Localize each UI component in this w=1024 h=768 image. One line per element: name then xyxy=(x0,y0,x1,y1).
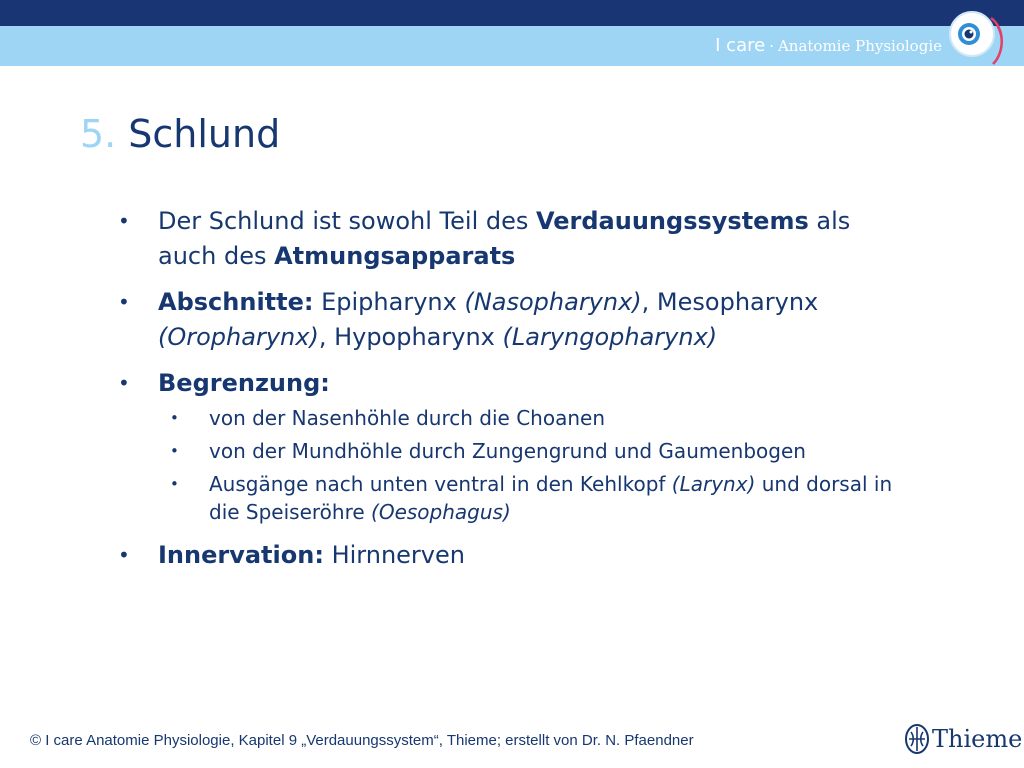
bullet-text: Der Schlund ist sowohl Teil des xyxy=(158,207,536,235)
bullet-text: als auch des xyxy=(158,207,851,270)
brand-title xyxy=(715,35,942,56)
sub-bullet-italic-text: (Oesophagus) xyxy=(371,500,511,524)
brand-prefix: I care xyxy=(715,35,766,56)
sub-bullet-text: von der Mundhöhle durch Zungengrund und Gaumenbogen xyxy=(209,439,806,463)
slide-title-text: Schlund xyxy=(128,112,281,156)
sub-bullet-text: von der Nasenhöhle durch die Choanen xyxy=(209,406,605,430)
bullet-italic-text: (Nasopharynx) xyxy=(464,288,642,316)
brand-separator: · xyxy=(769,37,774,55)
sub-bullet-text: Ausgänge nach unten ventral in den Kehlkopf xyxy=(209,472,672,496)
bullet-bold-text: Abschnitte: xyxy=(158,288,314,316)
bullet-item xyxy=(112,204,912,274)
bullet-item xyxy=(112,366,912,401)
sub-bullet-item xyxy=(112,470,912,526)
bullet-icon: • xyxy=(118,543,130,567)
sub-bullet-text: und dorsal in die Speiseröhre xyxy=(209,472,893,524)
bullet-italic-text: (Oropharynx) xyxy=(158,323,319,351)
bullet-bold-text: Begrenzung: xyxy=(158,369,330,397)
slide-number: 5. xyxy=(80,112,117,156)
bullet-bold-text: Atmungsapparats xyxy=(274,242,516,270)
bullet-icon: • xyxy=(170,442,179,460)
bullet-bold-text: Verdauungssystems xyxy=(536,207,809,235)
bullet-italic-text: (Laryngopharynx) xyxy=(502,323,718,351)
bullet-list xyxy=(112,204,912,584)
bullet-icon: • xyxy=(118,209,130,233)
sub-bullet-italic-text: (Larynx) xyxy=(671,472,756,496)
bullet-text: Epipharynx xyxy=(313,288,465,316)
bullet-item xyxy=(112,538,912,573)
bullet-icon: • xyxy=(170,475,179,493)
footer-citation: © I care Anatomie Physiologie, Kapitel 9 „Verdauungssystem“, Thieme; erstellt von Dr. N. Pfaendner xyxy=(30,732,694,749)
bullet-text: , Mesopharynx xyxy=(641,288,819,316)
sub-bullet-item xyxy=(112,404,912,432)
bullet-bold-text: Innervation: xyxy=(158,541,324,569)
sub-bullet-item xyxy=(112,437,912,465)
bullet-text: , Hypopharynx xyxy=(318,323,503,351)
top-banner xyxy=(0,0,1024,26)
bullet-icon: • xyxy=(170,409,179,427)
publisher-logo xyxy=(904,723,1022,755)
slide-title xyxy=(80,112,280,156)
thieme-emblem-icon xyxy=(904,723,930,755)
bullet-item xyxy=(112,285,912,355)
bullet-icon: • xyxy=(118,290,130,314)
eye-logo-icon xyxy=(947,6,1011,70)
brand-suffix: Anatomie Physiologie xyxy=(777,37,942,55)
bullet-icon: • xyxy=(118,371,130,395)
publisher-name: Thieme xyxy=(932,725,1023,753)
bullet-text: Hirnnerven xyxy=(323,541,465,569)
